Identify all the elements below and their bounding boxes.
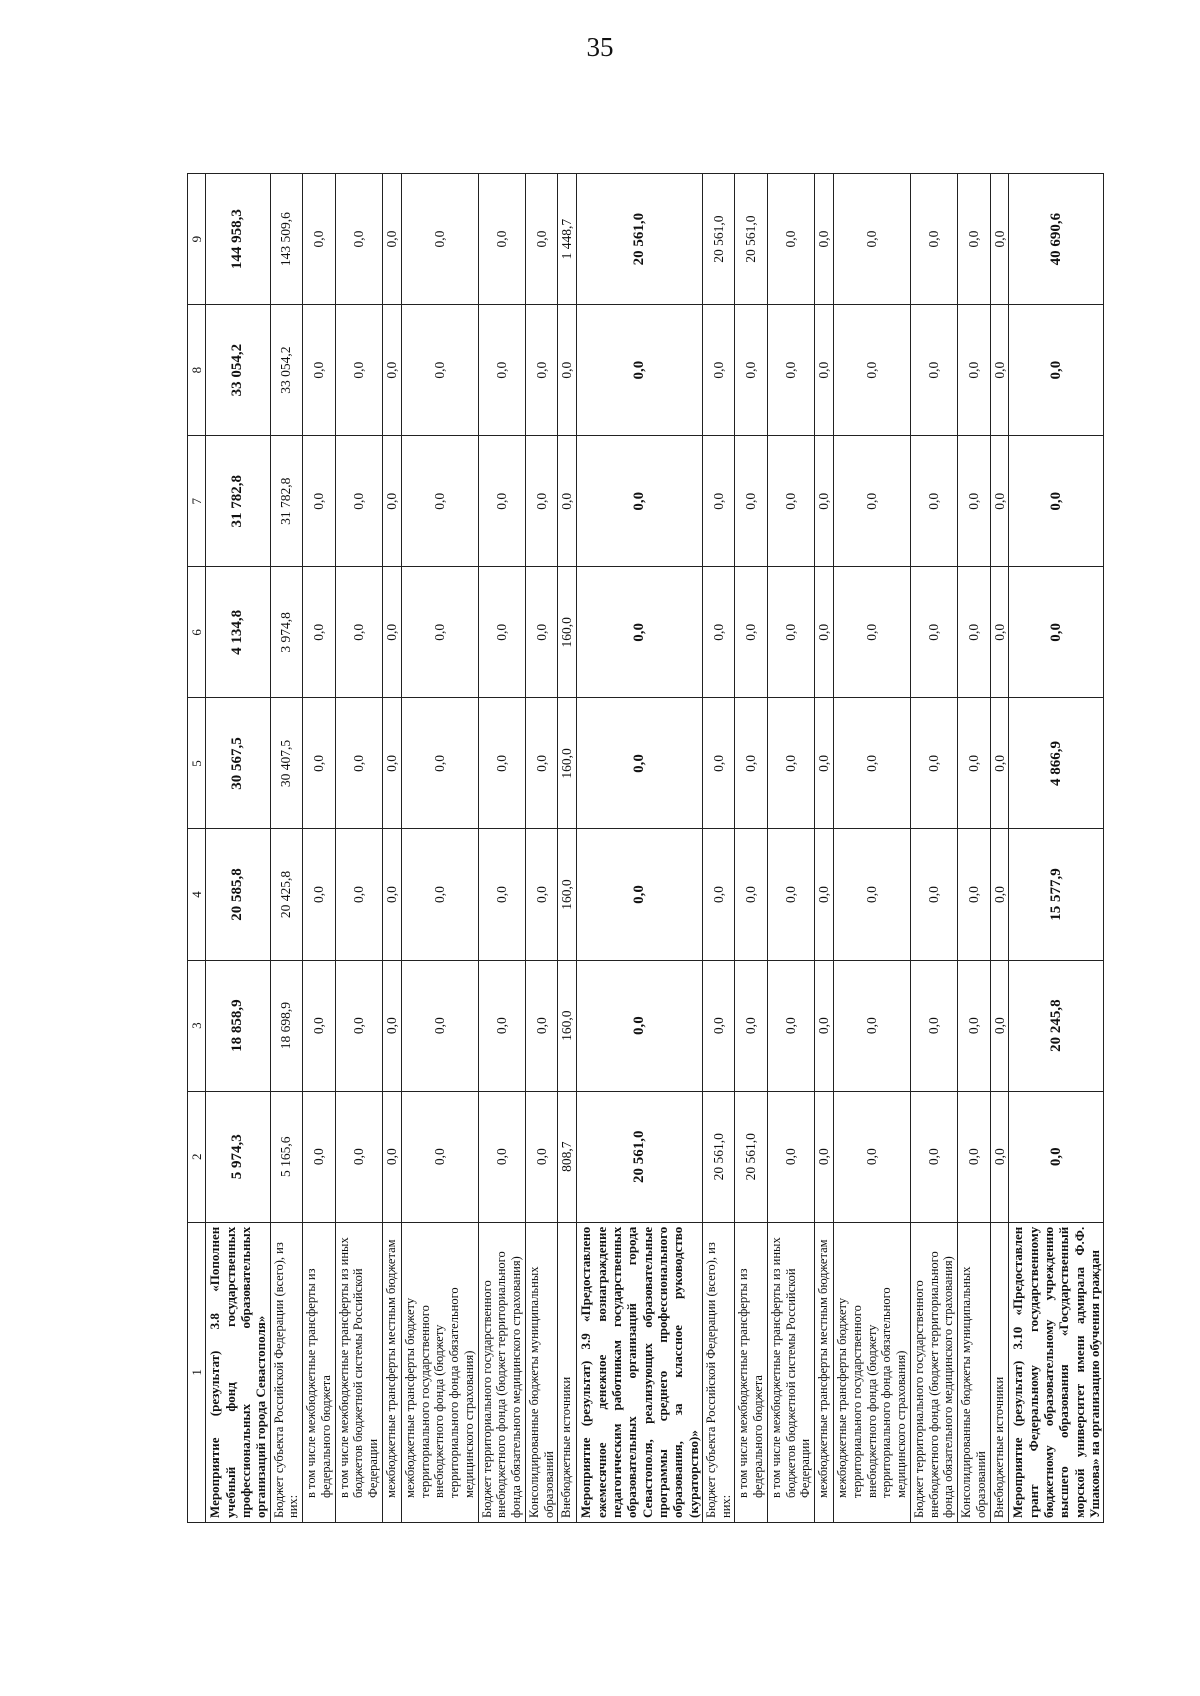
value-cell: 0,0	[958, 567, 991, 698]
value-cell: 0,0	[834, 305, 911, 436]
value-cell: 0,0	[990, 174, 1009, 305]
row-label: в том числе межбюджетные трансферты из иных бюджетов бюджетной системы Российской Федерации	[767, 1222, 814, 1522]
value-cell: 0,0	[303, 698, 336, 829]
row-label: Мероприятие (результат) 3.10 «Предоставлен грант Федеральному государственному бюджетному образовательному учреждению высшего образования «Государственный морской университет имени адмирала Ф.Ф. Ушакова» на организацию обучения граждан	[1009, 1222, 1104, 1522]
row-label: Бюджет территориального государственного внебюджетного фонда (бюджет территориального фонда обязательного медицинского страхования)	[478, 1222, 525, 1522]
value-cell: 0,0	[910, 960, 957, 1091]
header-cell: 5	[188, 698, 206, 829]
value-cell: 0,0	[834, 960, 911, 1091]
value-cell: 33 054,2	[270, 305, 303, 436]
value-cell: 18 698,9	[270, 960, 303, 1091]
value-cell: 0,0	[478, 698, 525, 829]
value-cell: 0,0	[834, 1091, 911, 1222]
value-cell: 18 858,9	[206, 960, 270, 1091]
page-number: 35	[586, 32, 614, 62]
value-cell: 0,0	[910, 567, 957, 698]
row-label: Внебюджетные источники	[990, 1222, 1009, 1522]
value-cell: 0,0	[478, 1091, 525, 1222]
value-cell: 0,0	[303, 567, 336, 698]
value-cell: 0,0	[335, 436, 382, 567]
table-row	[382, 174, 401, 1523]
value-cell: 0,0	[910, 305, 957, 436]
value-cell: 0,0	[335, 174, 382, 305]
value-cell: 31 782,8	[206, 436, 270, 567]
value-cell: 0,0	[525, 960, 558, 1091]
value-cell: 0,0	[834, 829, 911, 960]
value-cell: 0,0	[735, 436, 768, 567]
table-row	[990, 174, 1009, 1523]
value-cell: 160,0	[558, 567, 577, 698]
table-row	[735, 174, 768, 1523]
value-cell: 15 577,9	[1009, 829, 1104, 960]
value-cell: 0,0	[815, 960, 834, 1091]
value-cell: 0,0	[990, 436, 1009, 567]
table-row	[270, 174, 303, 1523]
value-cell: 0,0	[478, 436, 525, 567]
value-cell: 0,0	[401, 698, 478, 829]
header-cell: 8	[188, 305, 206, 436]
rotated-table-container	[187, 173, 1103, 1523]
table-row	[478, 174, 525, 1523]
value-cell: 0,0	[834, 174, 911, 305]
value-cell: 0,0	[990, 567, 1009, 698]
value-cell: 0,0	[702, 829, 735, 960]
value-cell: 0,0	[577, 305, 703, 436]
value-cell: 0,0	[1009, 436, 1104, 567]
value-cell: 0,0	[767, 567, 814, 698]
value-cell: 0,0	[910, 698, 957, 829]
value-cell: 4 134,8	[206, 567, 270, 698]
value-cell: 20 561,0	[735, 1091, 768, 1222]
value-cell: 0,0	[834, 567, 911, 698]
table-row	[335, 174, 382, 1523]
value-cell: 0,0	[702, 567, 735, 698]
row-label: межбюджетные трансферты бюджету территориального государственного внебюджетного фонда (бюджету территориального фонда обязательного медицинского страхования)	[401, 1222, 478, 1522]
value-cell: 160,0	[558, 960, 577, 1091]
value-cell: 1 448,7	[558, 174, 577, 305]
value-cell: 0,0	[767, 174, 814, 305]
table-row	[577, 174, 703, 1523]
value-cell: 40 690,6	[1009, 174, 1104, 305]
table-header-row	[188, 174, 206, 1523]
table-row	[206, 174, 270, 1523]
row-label: межбюджетные трансферты бюджету территориального государственного внебюджетного фонда (бюджету территориального фонда обязательного медицинского страхования)	[834, 1222, 911, 1522]
value-cell: 0,0	[990, 960, 1009, 1091]
value-cell: 0,0	[525, 436, 558, 567]
value-cell: 0,0	[401, 960, 478, 1091]
table-row	[815, 174, 834, 1523]
value-cell: 0,0	[335, 305, 382, 436]
row-label: Бюджет территориального государственного внебюджетного фонда (бюджет территориального фонда обязательного медицинского страхования)	[910, 1222, 957, 1522]
row-label: межбюджетные трансферты местным бюджетам	[815, 1222, 834, 1522]
value-cell: 0,0	[335, 567, 382, 698]
value-cell: 0,0	[958, 960, 991, 1091]
value-cell: 0,0	[990, 698, 1009, 829]
table-row	[767, 174, 814, 1523]
value-cell: 0,0	[910, 829, 957, 960]
value-cell: 0,0	[767, 698, 814, 829]
value-cell: 0,0	[702, 436, 735, 567]
value-cell: 0,0	[990, 1091, 1009, 1222]
value-cell: 0,0	[910, 436, 957, 567]
value-cell: 20 425,8	[270, 829, 303, 960]
value-cell: 33 054,2	[206, 305, 270, 436]
value-cell: 0,0	[735, 960, 768, 1091]
row-label: Бюджет субъекта Российской Федерации (всего), из них:	[270, 1222, 303, 1522]
value-cell: 0,0	[525, 1091, 558, 1222]
value-cell: 0,0	[303, 305, 336, 436]
header-cell: 4	[188, 829, 206, 960]
value-cell: 0,0	[382, 698, 401, 829]
value-cell: 0,0	[525, 305, 558, 436]
value-cell: 160,0	[558, 698, 577, 829]
value-cell: 0,0	[958, 436, 991, 567]
budget-table	[187, 173, 1104, 1523]
value-cell: 0,0	[815, 829, 834, 960]
row-label: межбюджетные трансферты местным бюджетам	[382, 1222, 401, 1522]
value-cell: 0,0	[577, 698, 703, 829]
row-label: Мероприятие (результат) 3.9 «Предоставлено ежемесячное денежное вознаграждение педагогическим работникам государственных образовательных организаций города Севастополя, реализующих образовательные программы среднего профессионального образования, за классное руководство (кураторство)»	[577, 1222, 703, 1522]
value-cell: 0,0	[910, 174, 957, 305]
value-cell: 0,0	[735, 829, 768, 960]
value-cell: 0,0	[335, 698, 382, 829]
table-row	[702, 174, 735, 1523]
value-cell: 0,0	[958, 1091, 991, 1222]
value-cell: 0,0	[958, 698, 991, 829]
value-cell: 808,7	[558, 1091, 577, 1222]
value-cell: 0,0	[382, 960, 401, 1091]
value-cell: 0,0	[910, 1091, 957, 1222]
row-label: Консолидированные бюджеты муниципальных образований	[958, 1222, 991, 1522]
value-cell: 20 585,8	[206, 829, 270, 960]
value-cell: 0,0	[815, 1091, 834, 1222]
table-row	[1009, 174, 1104, 1523]
value-cell: 0,0	[335, 829, 382, 960]
value-cell: 0,0	[735, 305, 768, 436]
value-cell: 0,0	[702, 698, 735, 829]
value-cell: 160,0	[558, 829, 577, 960]
value-cell: 20 561,0	[702, 174, 735, 305]
row-label: в том числе межбюджетные трансферты из иных бюджетов бюджетной системы Российской Федерации	[335, 1222, 382, 1522]
row-label: в том числе межбюджетные трансферты из федерального бюджета	[303, 1222, 336, 1522]
value-cell: 0,0	[382, 829, 401, 960]
value-cell: 0,0	[478, 829, 525, 960]
header-cell: 2	[188, 1091, 206, 1222]
table-row	[303, 174, 336, 1523]
table-row	[558, 174, 577, 1523]
value-cell: 0,0	[525, 567, 558, 698]
value-cell: 0,0	[478, 960, 525, 1091]
table-row	[834, 174, 911, 1523]
value-cell: 0,0	[558, 305, 577, 436]
value-cell: 0,0	[815, 436, 834, 567]
value-cell: 0,0	[990, 829, 1009, 960]
value-cell: 0,0	[577, 567, 703, 698]
value-cell: 31 782,8	[270, 436, 303, 567]
value-cell: 30 567,5	[206, 698, 270, 829]
value-cell: 20 561,0	[577, 1091, 703, 1222]
value-cell: 0,0	[401, 829, 478, 960]
header-cell: 7	[188, 436, 206, 567]
value-cell: 5 974,3	[206, 1091, 270, 1222]
value-cell: 0,0	[303, 960, 336, 1091]
value-cell: 0,0	[990, 305, 1009, 436]
value-cell: 5 165,6	[270, 1091, 303, 1222]
value-cell: 0,0	[382, 305, 401, 436]
row-label: Консолидированные бюджеты муниципальных образований	[525, 1222, 558, 1522]
value-cell: 0,0	[958, 174, 991, 305]
value-cell: 0,0	[401, 1091, 478, 1222]
header-cell: 6	[188, 567, 206, 698]
value-cell: 0,0	[702, 960, 735, 1091]
value-cell: 4 866,9	[1009, 698, 1104, 829]
header-cell: 9	[188, 174, 206, 305]
value-cell: 30 407,5	[270, 698, 303, 829]
value-cell: 0,0	[478, 567, 525, 698]
value-cell: 0,0	[767, 436, 814, 567]
table-row	[401, 174, 478, 1523]
value-cell: 0,0	[577, 436, 703, 567]
value-cell: 0,0	[735, 698, 768, 829]
value-cell: 0,0	[577, 829, 703, 960]
value-cell: 0,0	[335, 960, 382, 1091]
value-cell: 0,0	[1009, 305, 1104, 436]
value-cell: 0,0	[815, 305, 834, 436]
value-cell: 0,0	[815, 698, 834, 829]
value-cell: 0,0	[478, 174, 525, 305]
value-cell: 0,0	[767, 305, 814, 436]
value-cell: 0,0	[958, 305, 991, 436]
value-cell: 0,0	[382, 436, 401, 567]
value-cell: 0,0	[525, 698, 558, 829]
header-cell: 1	[188, 1222, 206, 1522]
value-cell: 0,0	[1009, 567, 1104, 698]
value-cell: 143 509,6	[270, 174, 303, 305]
value-cell: 0,0	[382, 567, 401, 698]
value-cell: 0,0	[815, 567, 834, 698]
value-cell: 3 974,8	[270, 567, 303, 698]
value-cell: 0,0	[303, 1091, 336, 1222]
table-row	[958, 174, 991, 1523]
value-cell: 0,0	[401, 436, 478, 567]
value-cell: 0,0	[478, 305, 525, 436]
value-cell: 0,0	[382, 174, 401, 305]
value-cell: 0,0	[401, 567, 478, 698]
value-cell: 0,0	[815, 174, 834, 305]
value-cell: 0,0	[335, 1091, 382, 1222]
value-cell: 0,0	[702, 305, 735, 436]
value-cell: 0,0	[577, 960, 703, 1091]
value-cell: 0,0	[558, 436, 577, 567]
value-cell: 0,0	[401, 305, 478, 436]
value-cell: 0,0	[303, 829, 336, 960]
value-cell: 0,0	[834, 436, 911, 567]
table-row	[910, 174, 957, 1523]
row-label: Мероприятие (результат) 3.8 «Пополнен учебный фонд государственных профессиональных образовательных организаций города Севастополя»	[206, 1222, 270, 1522]
value-cell: 0,0	[958, 829, 991, 960]
table-body	[206, 174, 1104, 1523]
value-cell: 0,0	[382, 1091, 401, 1222]
value-cell: 0,0	[401, 174, 478, 305]
value-cell: 0,0	[1009, 1091, 1104, 1222]
value-cell: 0,0	[525, 174, 558, 305]
value-cell: 0,0	[767, 829, 814, 960]
value-cell: 0,0	[767, 960, 814, 1091]
row-label: в том числе межбюджетные трансферты из федерального бюджета	[735, 1222, 768, 1522]
value-cell: 0,0	[303, 174, 336, 305]
table-row	[525, 174, 558, 1523]
header-cell: 3	[188, 960, 206, 1091]
value-cell: 20 561,0	[702, 1091, 735, 1222]
value-cell: 0,0	[767, 1091, 814, 1222]
value-cell: 0,0	[525, 829, 558, 960]
value-cell: 20 561,0	[735, 174, 768, 305]
value-cell: 20 561,0	[577, 174, 703, 305]
value-cell: 144 958,3	[206, 174, 270, 305]
value-cell: 0,0	[303, 436, 336, 567]
row-label: Внебюджетные источники	[558, 1222, 577, 1522]
value-cell: 20 245,8	[1009, 960, 1104, 1091]
row-label: Бюджет субъекта Российской Федерации (всего), из них:	[702, 1222, 735, 1522]
value-cell: 0,0	[735, 567, 768, 698]
value-cell: 0,0	[834, 698, 911, 829]
